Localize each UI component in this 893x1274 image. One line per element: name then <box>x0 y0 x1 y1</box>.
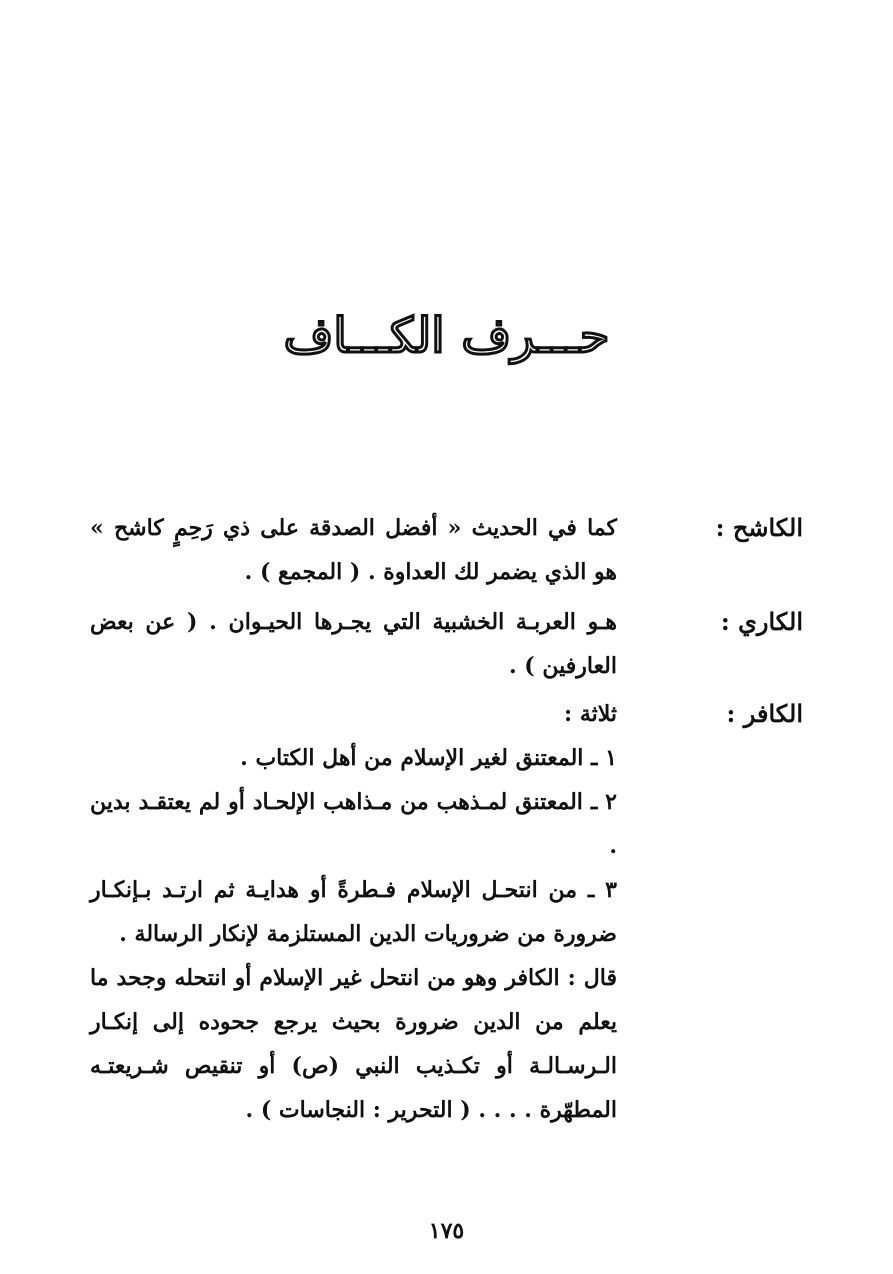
kafir-item-1: ١ ـ المعتنق لغير الإسلام من أهل الكتاب . <box>240 745 617 771</box>
entry-term: الكافر : <box>726 699 803 728</box>
entry-term: الكاشح : <box>715 513 803 542</box>
chapter-title: حـــرف الكـــاف <box>283 308 610 364</box>
entry-term: الكاري : <box>720 607 803 636</box>
kafir-details <box>90 736 617 1132</box>
kafir-item-2: ٢ ـ المعتنق لمـذهب من مـذاهب الإلحـاد أو لم يعتقـد بدين . <box>90 789 617 859</box>
entry-definition: ثلاثة : <box>564 701 617 727</box>
entry-definition: هـو العربـة الخشبية التي يجـرها الحيـوان . ( عن بعض العارفين ) . <box>90 609 617 679</box>
page-number: ١٧٥ <box>428 1218 465 1244</box>
kafir-item-3: ٣ ـ من انتحـل الإسلام فـطرةً أو هدايـة ثم ارتـد بـإنكـار ضرورة من ضروريات الدين المستلزمة لإنكار الرسالة . <box>90 877 617 947</box>
entry-definition: كما في الحديث « أفضل الصدقة على ذي رَحِمٍ كاشح » هو الذي يضمر لك العداوة . ( المجمع ) . <box>90 515 617 585</box>
kafir-quote: قال : الكافر وهو من انتحل غير الإسلام أو انتحله وجحد ما يعلم من الدين ضرورة بحيث يرجع جحوده إلى إنكـار الـرسـالـة أو تكـذيب النبي (ص) أو تنقيص شـريعتـه المطهّرة . . . . ( التحرير : النجاسات ) . <box>90 965 617 1123</box>
